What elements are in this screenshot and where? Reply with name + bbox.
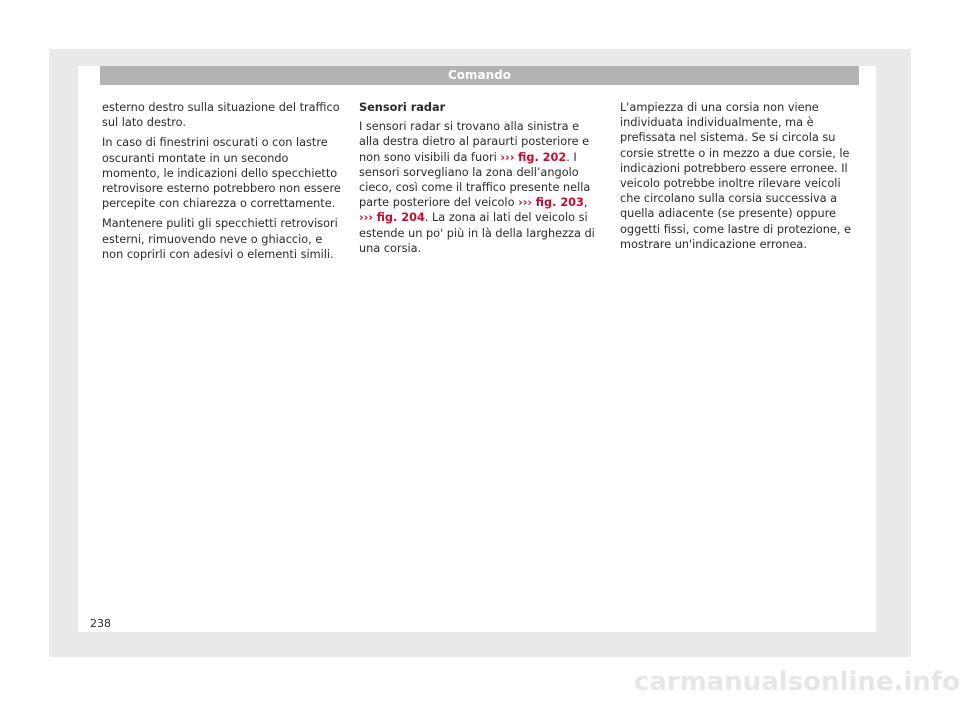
arrow-icon: ›››	[518, 196, 533, 210]
column-middle	[359, 100, 599, 261]
section-title: Comando	[447, 68, 512, 82]
paragraph: L'ampiezza di una corsia non viene individuata individualmente, ma è prefissata nel sistema. Se si circola su corsie strette o in mezzo a due corsie, le indicazioni potrebbero essere erronee. Il veicolo potrebbe inoltre rilevare veicoli che circolano sulla corsia successiva a quella adiacente (se presente) oppure oggetti fissi, come lastre di protezione, e mostrare un'indicazione erronea.	[620, 101, 851, 251]
watermark-logo: carmanualsonline.info	[633, 667, 960, 697]
arrow-icon: ›››	[359, 211, 373, 225]
column-right	[620, 100, 864, 257]
page-number: 238	[90, 617, 111, 630]
column-left	[102, 100, 345, 267]
figure-link-203[interactable]: fig. 203	[535, 196, 584, 210]
paragraph: In caso di finestrini oscurati o con lastre oscuranti montate in un secondo momento, le indicazioni dello specchietto retrovisore esterno potrebbero non essere percepite con chiarezza o correttamente.	[102, 136, 341, 211]
section-header	[100, 66, 859, 85]
text-run: . La zona ai lati del veicolo si estende un po' più in là della larghezza di una corsia.	[359, 211, 595, 255]
separator: ,	[583, 196, 588, 210]
paragraph	[359, 119, 599, 256]
figure-link-202[interactable]: fig. 202	[517, 150, 567, 164]
figure-link-204[interactable]: fig. 204	[376, 211, 425, 225]
paragraph: esterno destro sulla situazione del traffico sul lato destro.	[102, 101, 340, 130]
text-run: I sensori radar si trovano alla sinistra e alla destra dietro al paraurti posteriore e non sono visibili da fuori	[359, 120, 590, 164]
subheading-radar-sensors: Sensori radar	[359, 101, 446, 114]
paragraph: Mantenere puliti gli specchietti retrovisori esterni, rimuovendo neve o ghiaccio, e non coprirli con adesivi o elementi simili.	[102, 217, 338, 261]
text-run: . I sensori sorvegliano la zona dell’angolo cieco, così come il traffico presente nella parte posteriore del veicolo	[359, 150, 591, 210]
arrow-icon: ›››	[500, 150, 515, 164]
